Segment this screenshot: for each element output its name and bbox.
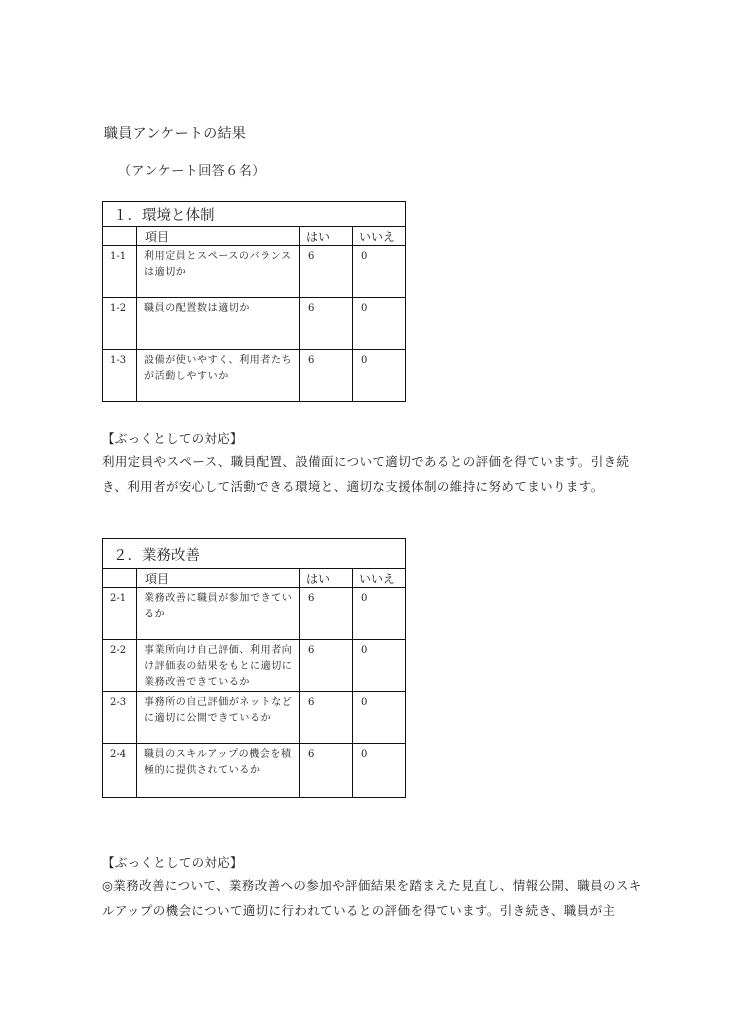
row-yes-count: 6 — [300, 350, 353, 402]
column-header-no: いいえ — [353, 227, 406, 246]
column-header-item: 項目 — [137, 569, 300, 588]
row-question: 職員の配置数は適切か — [137, 298, 300, 350]
row-yes-count: 6 — [300, 640, 353, 692]
response-heading: 【ぶっくとしての対応】 — [102, 431, 243, 446]
row-number: 1-1 — [103, 246, 137, 298]
response-text: 利用定員やスペース、職員配置、設備面について適切であるとの評価を得ています。引き続き、利用者が安心して活動できる環境と、適切な支援体制の維持に努めてまいります。 — [102, 454, 630, 494]
row-no-count: 0 — [353, 298, 406, 350]
row-yes-count: 6 — [300, 692, 353, 744]
row-number: 2-2 — [103, 640, 137, 692]
row-number: 1-3 — [103, 350, 137, 402]
row-no-count: 0 — [353, 640, 406, 692]
row-no-count: 0 — [353, 744, 406, 798]
table-row — [103, 744, 406, 798]
column-header-yes: はい — [300, 569, 353, 588]
row-question: 事務所の自己評価がネットなどに適切に公開できているか — [137, 692, 300, 744]
row-number: 1-2 — [103, 298, 137, 350]
row-number: 2-1 — [103, 588, 137, 640]
column-header-yes: はい — [300, 227, 353, 246]
row-yes-count: 6 — [300, 298, 353, 350]
row-no-count: 0 — [353, 692, 406, 744]
row-question: 設備が使いやすく、利用者たちが活動しやすいか — [137, 350, 300, 402]
row-number: 2-3 — [103, 692, 137, 744]
table-row — [103, 246, 406, 298]
table-row — [103, 350, 406, 402]
row-question: 職員のスキルアップの機会を積極的に提供されているか — [137, 744, 300, 798]
row-yes-count: 6 — [300, 246, 353, 298]
row-no-count: 0 — [353, 246, 406, 298]
response-text: ◎業務改善について、業務改善への参加や評価結果を踏まえた見直し、情報公開、職員のスキルアップの機会について適切に行われているとの評価を得ています。引き続き、職員が主 — [102, 878, 642, 918]
section-heading: ２．業務改善 — [103, 539, 406, 569]
page-title: 職員アンケートの結果 — [104, 126, 247, 142]
row-no-count: 0 — [353, 588, 406, 640]
table-row — [103, 588, 406, 640]
survey-table-environment — [102, 201, 406, 402]
row-number: 2-4 — [103, 744, 137, 798]
survey-table-business-improvement — [102, 538, 406, 798]
row-yes-count: 6 — [300, 744, 353, 798]
column-header-no: いいえ — [353, 569, 406, 588]
row-question: 利用定員とスペースのバランスは適切か — [137, 246, 300, 298]
table-row — [103, 692, 406, 744]
table-row — [103, 298, 406, 350]
row-no-count: 0 — [353, 350, 406, 402]
table-row — [103, 640, 406, 692]
row-yes-count: 6 — [300, 588, 353, 640]
page-subtitle: （アンケート回答６名） — [118, 164, 266, 179]
row-question: 事業所向け自己評価、利用者向け評価表の結果をもとに適切に業務改善できているか — [137, 640, 300, 692]
row-question: 業務改善に職員が参加できているか — [137, 588, 300, 640]
column-header-item: 項目 — [137, 227, 300, 246]
response-heading: 【ぶっくとしての対応】 — [102, 855, 243, 870]
section-heading: １．環境と体制 — [103, 202, 406, 227]
